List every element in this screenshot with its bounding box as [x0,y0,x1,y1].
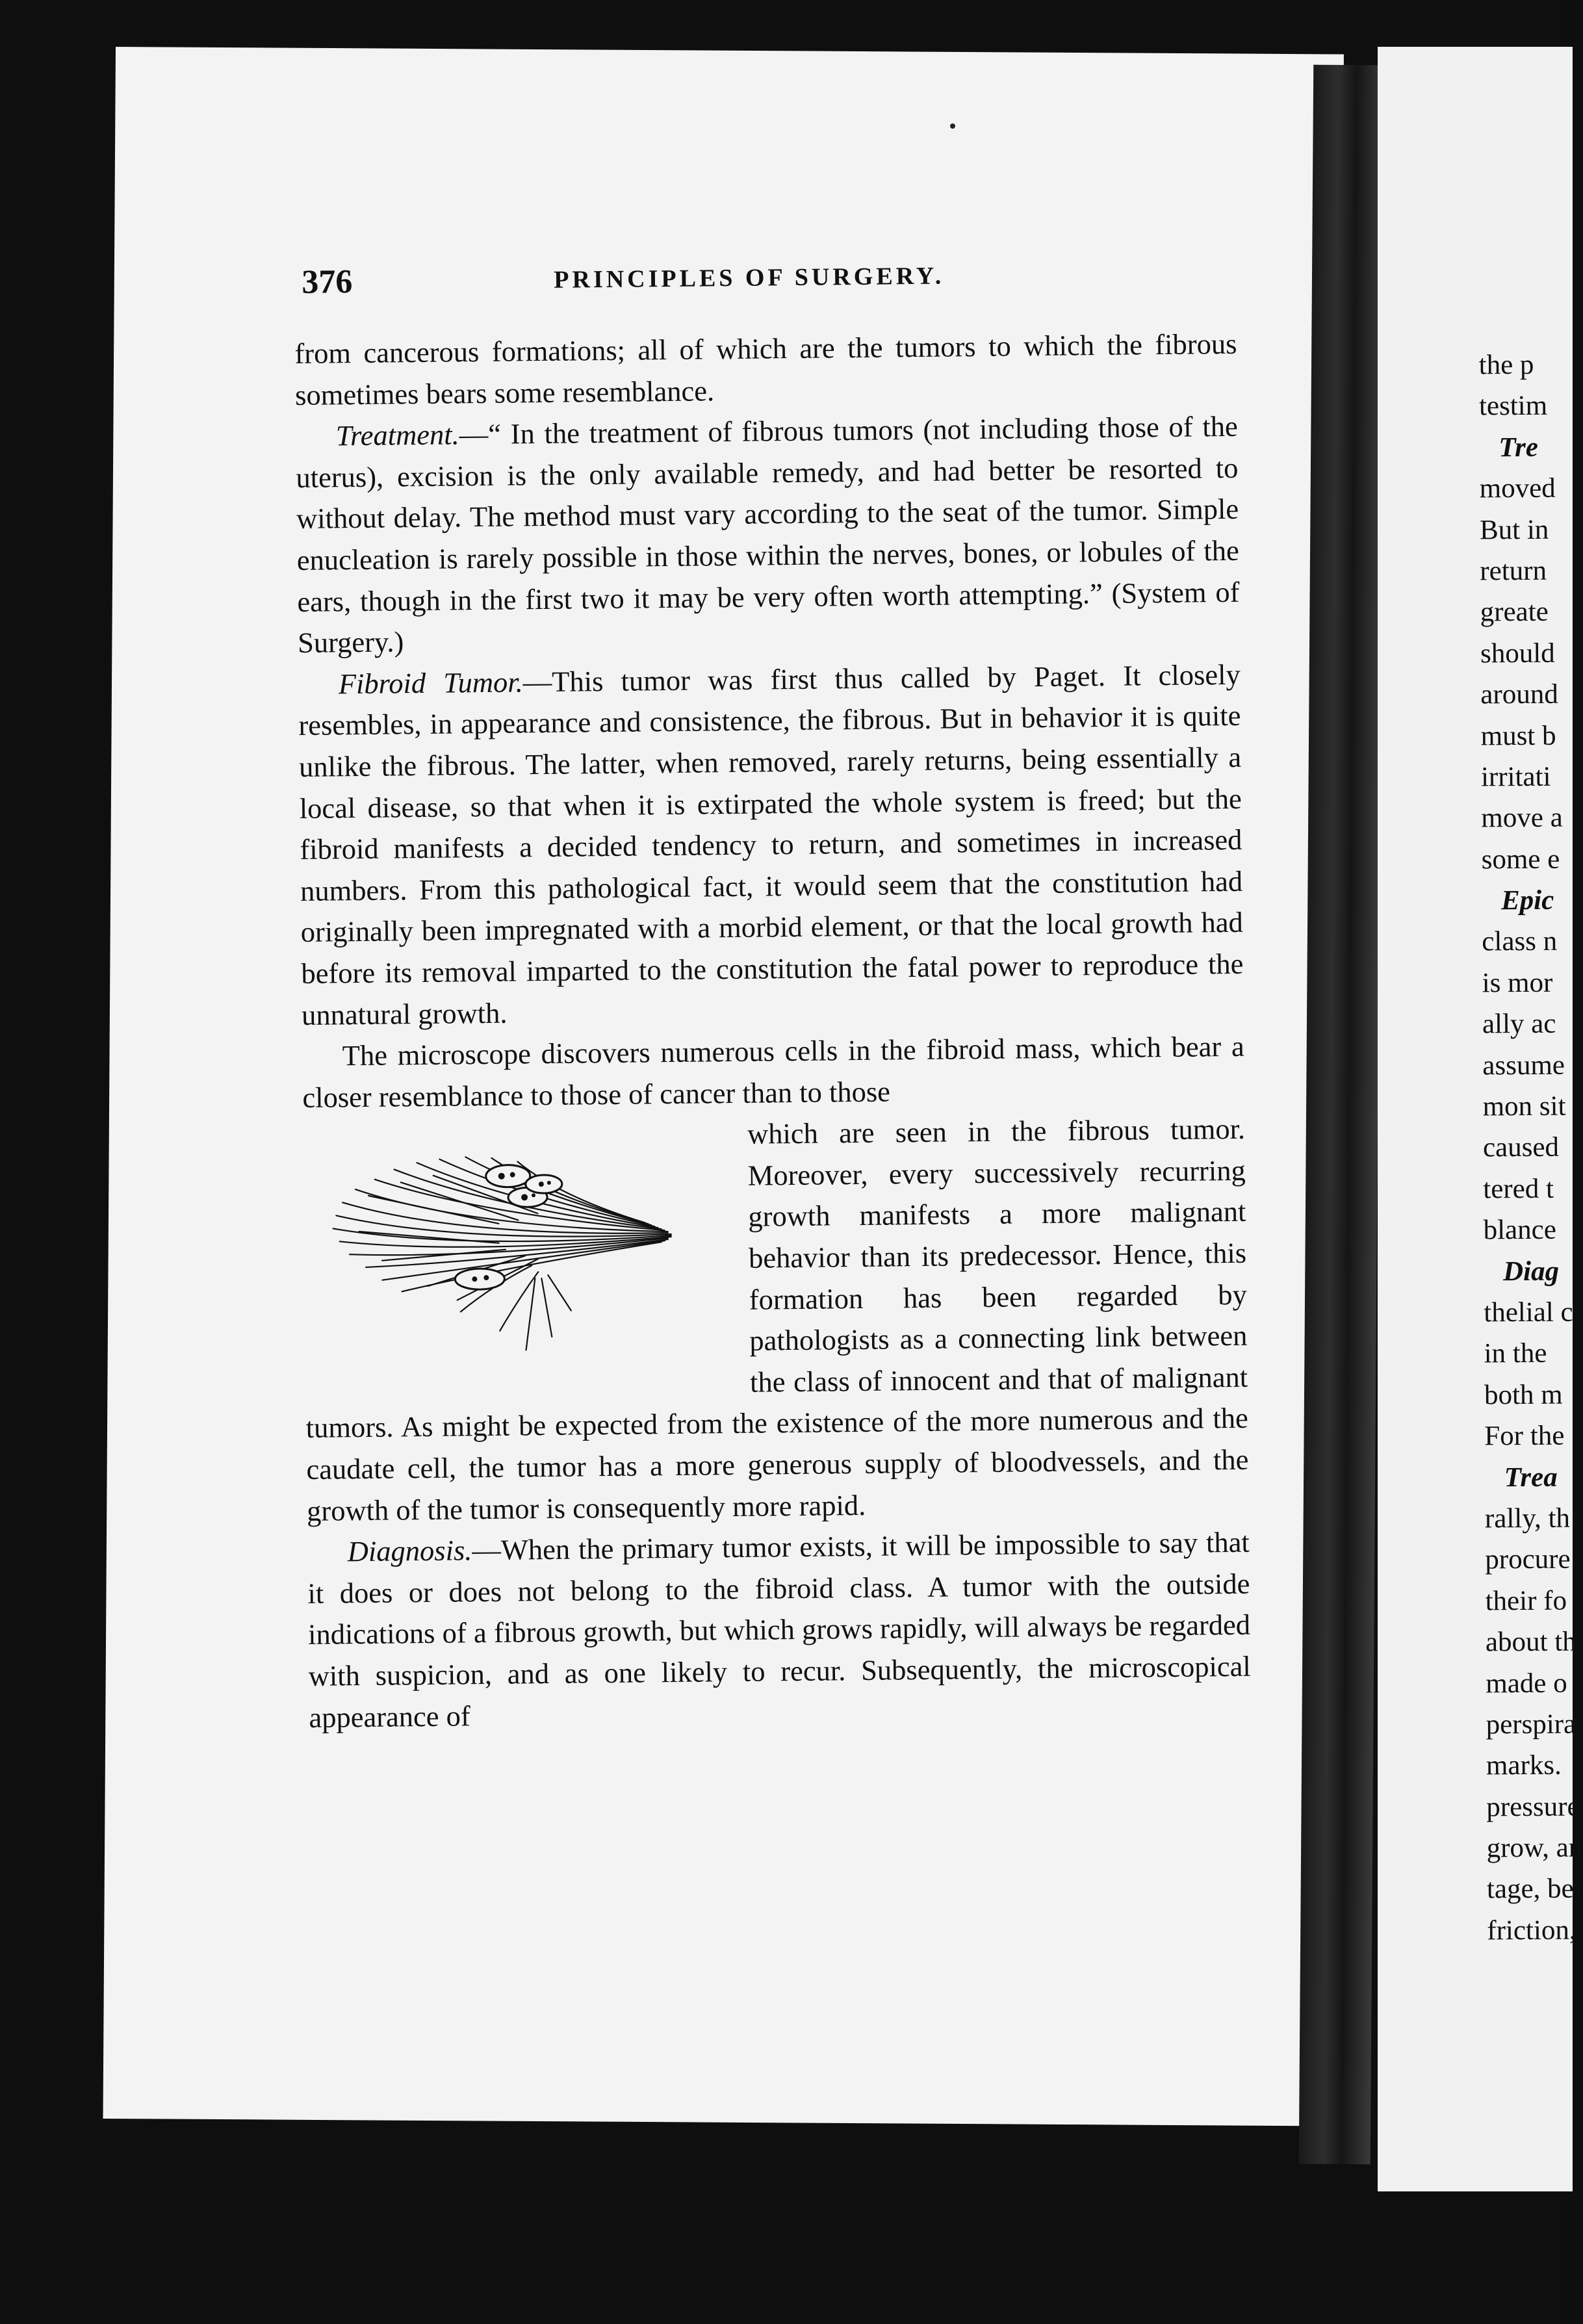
facing-page-line: Tre [1499,432,1538,463]
facing-page-line: move a [1481,802,1563,834]
facing-page-line: testim [1478,391,1548,422]
facing-page-line: assume [1482,1050,1565,1081]
paragraph-microscope-continued: which are seen in the fibrous tumor. Moreover, every successively recurring growth manifests a more malignant behavior than its predecessor. Hence, this formation has been regarded by pathologists as a connecting link between the class of innocent and that of malignant tumors. As might be expected from the existence of the more numerous and the caudate cell, the tumor has a more generous supply of bloodvessels, and the growth of the tumor is consequently more rapid. [305,1113,1249,1527]
section-heading: Diagnosis. [347,1534,472,1568]
facing-page-line: tage, bei [1486,1874,1582,1905]
facing-page-line: their fo [1485,1585,1567,1617]
paragraph-treatment: Treatment.—“ In the treatment of fibrous tumors (not including those of the uterus), excision is the only available remedy, and had better be resorted to without delay. The method must vary according to the seat of the tumor. Simple enucleation is rarely possible in those within the nerves, bones, or lobules of the ears, though in the first two it may be very often worth attempting.” (System of Surgery.) [296,409,1240,660]
facing-page-line: class n [1482,926,1558,957]
facing-page-line: pressure [1486,1791,1580,1822]
facing-page-line: thelial c [1484,1297,1573,1328]
book-gutter [1299,65,1385,2165]
facing-page-line: tered t [1483,1173,1554,1205]
section-heading: Fibroid Tumor. [338,665,524,701]
facing-page-fragments [1478,344,1583,1952]
facing-page-line: around [1480,678,1558,710]
facing-page-line: some e [1481,844,1560,875]
facing-page-line: is mor [1482,967,1553,999]
running-head [294,253,1237,309]
facing-page-line: rally, th [1484,1503,1571,1534]
facing-page-line: mon sit [1482,1091,1566,1122]
facing-page-line: moved [1479,472,1556,504]
facing-page-line: perspira [1486,1709,1577,1740]
facing-page-line: greate [1480,597,1549,628]
facing-page-line: Diag [1502,1256,1560,1287]
facing-page-line: ally ac [1482,1008,1556,1040]
facing-page-line: return [1480,555,1547,587]
facing-page-line: made o [1486,1668,1567,1699]
fibroid-cells-figure [303,1114,734,1385]
paragraph-diagnosis: Diagnosis.—When the primary tumor exists, it will be impossible to say that it does or does not belong to the fibroid class. A tumor with the outside indications of a fibrous growth, but which grows rapidly, will always be regarded with suspicion, and as one likely to recur. Subsequently, the microscopical appearance of [307,1525,1251,1734]
facing-page-line: For the [1484,1420,1565,1452]
facing-page-line: should [1480,638,1555,669]
facing-page-line: blance [1483,1214,1556,1246]
fibroid-cells-illustration [303,1114,734,1385]
facing-page-line: marks. [1486,1750,1562,1781]
facing-page-line: both m [1484,1379,1563,1411]
facing-page-line: irritati [1480,761,1551,793]
speck [950,123,955,129]
page-number: 376 [302,263,353,301]
facing-page-line: about th [1485,1626,1577,1658]
page-body [294,253,1252,1738]
paragraph-fibroid-tumor: Fibroid Tumor.—This tumor was first thus called by Paget. It closely resembles, in appearance and consistence, the fibrous. But in behavior it is quite unlike the fibrous. The latter, when removed, rarely returns, being essentially a local disease, so that when it is extirpated the whole system is freed; but the fibroid manifests a decided tendency to return, and sometimes in increased numbers. From this pathological fact, it would seem that the constitution had originally been impregnated with a morbid element, or that the local growth had before its removal imparted to the constitution the fatal power to reproduce the unnatural growth. [298,658,1244,1031]
facing-page-line: must b [1480,720,1556,751]
facing-page-line: friction, [1487,1915,1577,1946]
paragraph-microscope: The microscope discovers numerous cells in the fibroid mass, which bear a closer resemblance to those of cancer than to those [302,1029,1244,1114]
facing-page-line: procure [1485,1543,1571,1575]
section-heading: Treatment. [335,418,459,452]
facing-page-line: But in [1479,514,1549,545]
facing-page-line: Epic [1500,884,1554,916]
paragraph: from cancerous formations; all of which are the tumors to which the fibrous sometimes bears some resemblance. [294,327,1237,411]
facing-page-line: Trea [1504,1462,1558,1493]
running-title: PRINCIPLES OF SURGERY. [554,262,945,294]
facing-page-line: caused [1482,1132,1560,1163]
facing-page-line: the p [1478,349,1534,381]
facing-page-line: in the [1484,1338,1547,1369]
facing-page-line: grow, an [1486,1832,1583,1864]
